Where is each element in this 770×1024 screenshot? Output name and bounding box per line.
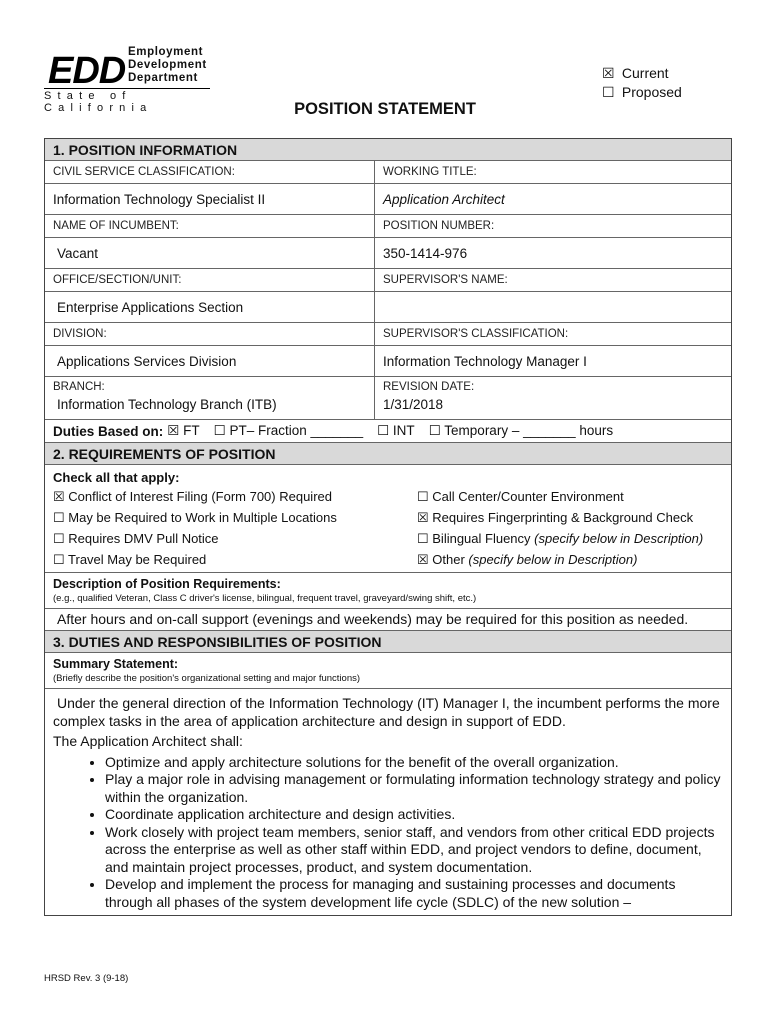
duties-temp-checkbox[interactable]: ☐ Temporary – _______ hours bbox=[428, 423, 614, 438]
desc-field[interactable]: After hours and on-call support (evenings and weekends) may be required for this position as needed. bbox=[57, 611, 689, 627]
division-field[interactable]: Applications Services Division bbox=[45, 346, 375, 376]
requirements-block bbox=[45, 465, 731, 572]
duties-int-checkbox[interactable]: ☐ INT bbox=[377, 423, 415, 438]
office-label: OFFICE/SECTION/UNIT: bbox=[45, 269, 375, 291]
list-item: • Coordinate application architecture and design activities. bbox=[105, 806, 723, 824]
duties-list bbox=[53, 754, 723, 912]
checkbox-current[interactable]: ☒ bbox=[602, 65, 615, 81]
duties-pt-checkbox[interactable]: ☐ PT– Fraction _______ bbox=[213, 423, 364, 438]
req-callcenter-checkbox[interactable]: ☐ Call Center/Counter Environment bbox=[417, 489, 624, 504]
office-field[interactable]: Enterprise Applications Section bbox=[45, 292, 375, 322]
logo-line3: Department bbox=[128, 72, 198, 84]
req-dmv-checkbox[interactable]: ☐ Requires DMV Pull Notice bbox=[53, 531, 219, 546]
bilingual-label: ☐ Bilingual Fluency bbox=[417, 531, 535, 546]
checkbox-proposed[interactable]: ☐ bbox=[602, 84, 615, 100]
check-all-label: Check all that apply: bbox=[53, 470, 180, 485]
position-number-field[interactable]: 350-1414-976 bbox=[383, 245, 468, 261]
desc-label: Description of Position Requirements: bbox=[53, 577, 281, 591]
revision-label: REVISION DATE: bbox=[383, 381, 475, 393]
civil-label: CIVIL SERVICE CLASSIFICATION: bbox=[45, 161, 375, 183]
position-label: POSITION NUMBER: bbox=[383, 220, 495, 232]
supervisor-name-field[interactable] bbox=[375, 292, 731, 322]
proposed-label: Proposed bbox=[621, 84, 682, 100]
incumbent-label: NAME OF INCUMBENT: bbox=[45, 215, 375, 237]
branch-label: BRANCH: bbox=[45, 377, 375, 397]
current-label: Current bbox=[621, 65, 669, 81]
incumbent-field[interactable]: Vacant bbox=[45, 238, 375, 268]
summary-field[interactable] bbox=[45, 689, 731, 915]
list-item: • Play a major role in advising management or formulating information technology strategy and policy within the organization. bbox=[105, 771, 723, 806]
status-current[interactable] bbox=[602, 64, 682, 83]
revision-date-field[interactable]: 1/31/2018 bbox=[383, 397, 444, 412]
logo-state: State of California bbox=[44, 90, 153, 114]
list-item: • Work closely with project team members, senior staff, and vendors from other critical EDD projects across the enterprise as well as other staff within EDD, and project vendors to define, document, and maintain project processes, product, and system documentation. bbox=[105, 824, 723, 877]
summary-para2: The Application Architect shall: bbox=[53, 733, 243, 749]
edd-logo bbox=[44, 44, 214, 114]
other-label: ☒ Other bbox=[417, 552, 469, 567]
logo-department-name bbox=[128, 46, 207, 85]
working-title-field[interactable]: Application Architect bbox=[383, 191, 505, 207]
duties-label: Duties Based on: bbox=[53, 423, 164, 439]
list-item: • Optimize and apply architecture solutions for the benefit of the overall organization. bbox=[105, 754, 723, 772]
duties-row bbox=[45, 420, 621, 442]
section2-header: 2. REQUIREMENTS OF POSITION bbox=[45, 443, 731, 464]
req-conflict-checkbox[interactable]: ☒ Conflict of Interest Filing (Form 700) Required bbox=[53, 489, 332, 504]
footer-revision: HRSD Rev. 3 (9-18) bbox=[44, 973, 129, 984]
page-title: POSITION STATEMENT bbox=[294, 100, 476, 118]
logo-line2: Development bbox=[128, 59, 207, 71]
bilingual-hint: (specify below in Description) bbox=[534, 531, 704, 546]
summary-hint: (Briefly describe the position's organizational setting and major functions) bbox=[53, 673, 361, 684]
req-travel-checkbox[interactable]: ☐ Travel May be Required bbox=[53, 552, 207, 567]
branch-field[interactable]: Information Technology Branch (ITB) bbox=[45, 397, 375, 419]
req-fingerprint-checkbox[interactable]: ☒ Requires Fingerprinting & Background Check bbox=[417, 510, 694, 525]
logo-initials: EDD bbox=[48, 50, 126, 92]
civil-field[interactable]: Information Technology Specialist II bbox=[45, 184, 375, 214]
logo-rule bbox=[44, 88, 210, 89]
req-bilingual-checkbox[interactable] bbox=[417, 528, 723, 549]
duties-ft-checkbox[interactable]: ☒ FT bbox=[167, 423, 200, 438]
req-locations-checkbox[interactable]: ☐ May be Required to Work in Multiple Locations bbox=[53, 510, 337, 525]
other-hint: (specify below in Description) bbox=[468, 552, 638, 567]
position-form bbox=[44, 138, 732, 916]
sup-class-field[interactable]: Information Technology Manager I bbox=[383, 353, 587, 369]
summary-label: Summary Statement: bbox=[53, 657, 179, 671]
logo-line1: Employment bbox=[128, 46, 204, 58]
summary-para1: Under the general direction of the Information Technology (IT) Manager I, the incumbent performs the more complex tasks in the area of application architecture and design in support of EDD. bbox=[53, 695, 720, 729]
req-other-checkbox[interactable] bbox=[417, 549, 723, 570]
working-label: WORKING TITLE: bbox=[383, 166, 477, 178]
list-item: • Develop and implement the process for managing and sustaining processes and documents through all phases of the system development life cycle (SDLC) of the new solution – bbox=[105, 876, 723, 911]
sup-class-label: SUPERVISOR'S CLASSIFICATION: bbox=[383, 328, 569, 340]
supervisor-label: SUPERVISOR'S NAME: bbox=[383, 274, 508, 286]
section3-header: 3. DUTIES AND RESPONSIBILITIES OF POSITION bbox=[45, 631, 731, 652]
desc-hint: (e.g., qualified Veteran, Class C driver's license, bilingual, frequent travel, graveyard/swing shift, etc.) bbox=[53, 593, 477, 604]
status-checkboxes bbox=[602, 64, 682, 102]
section1-header: 1. POSITION INFORMATION bbox=[45, 139, 731, 160]
division-label: DIVISION: bbox=[45, 323, 375, 345]
